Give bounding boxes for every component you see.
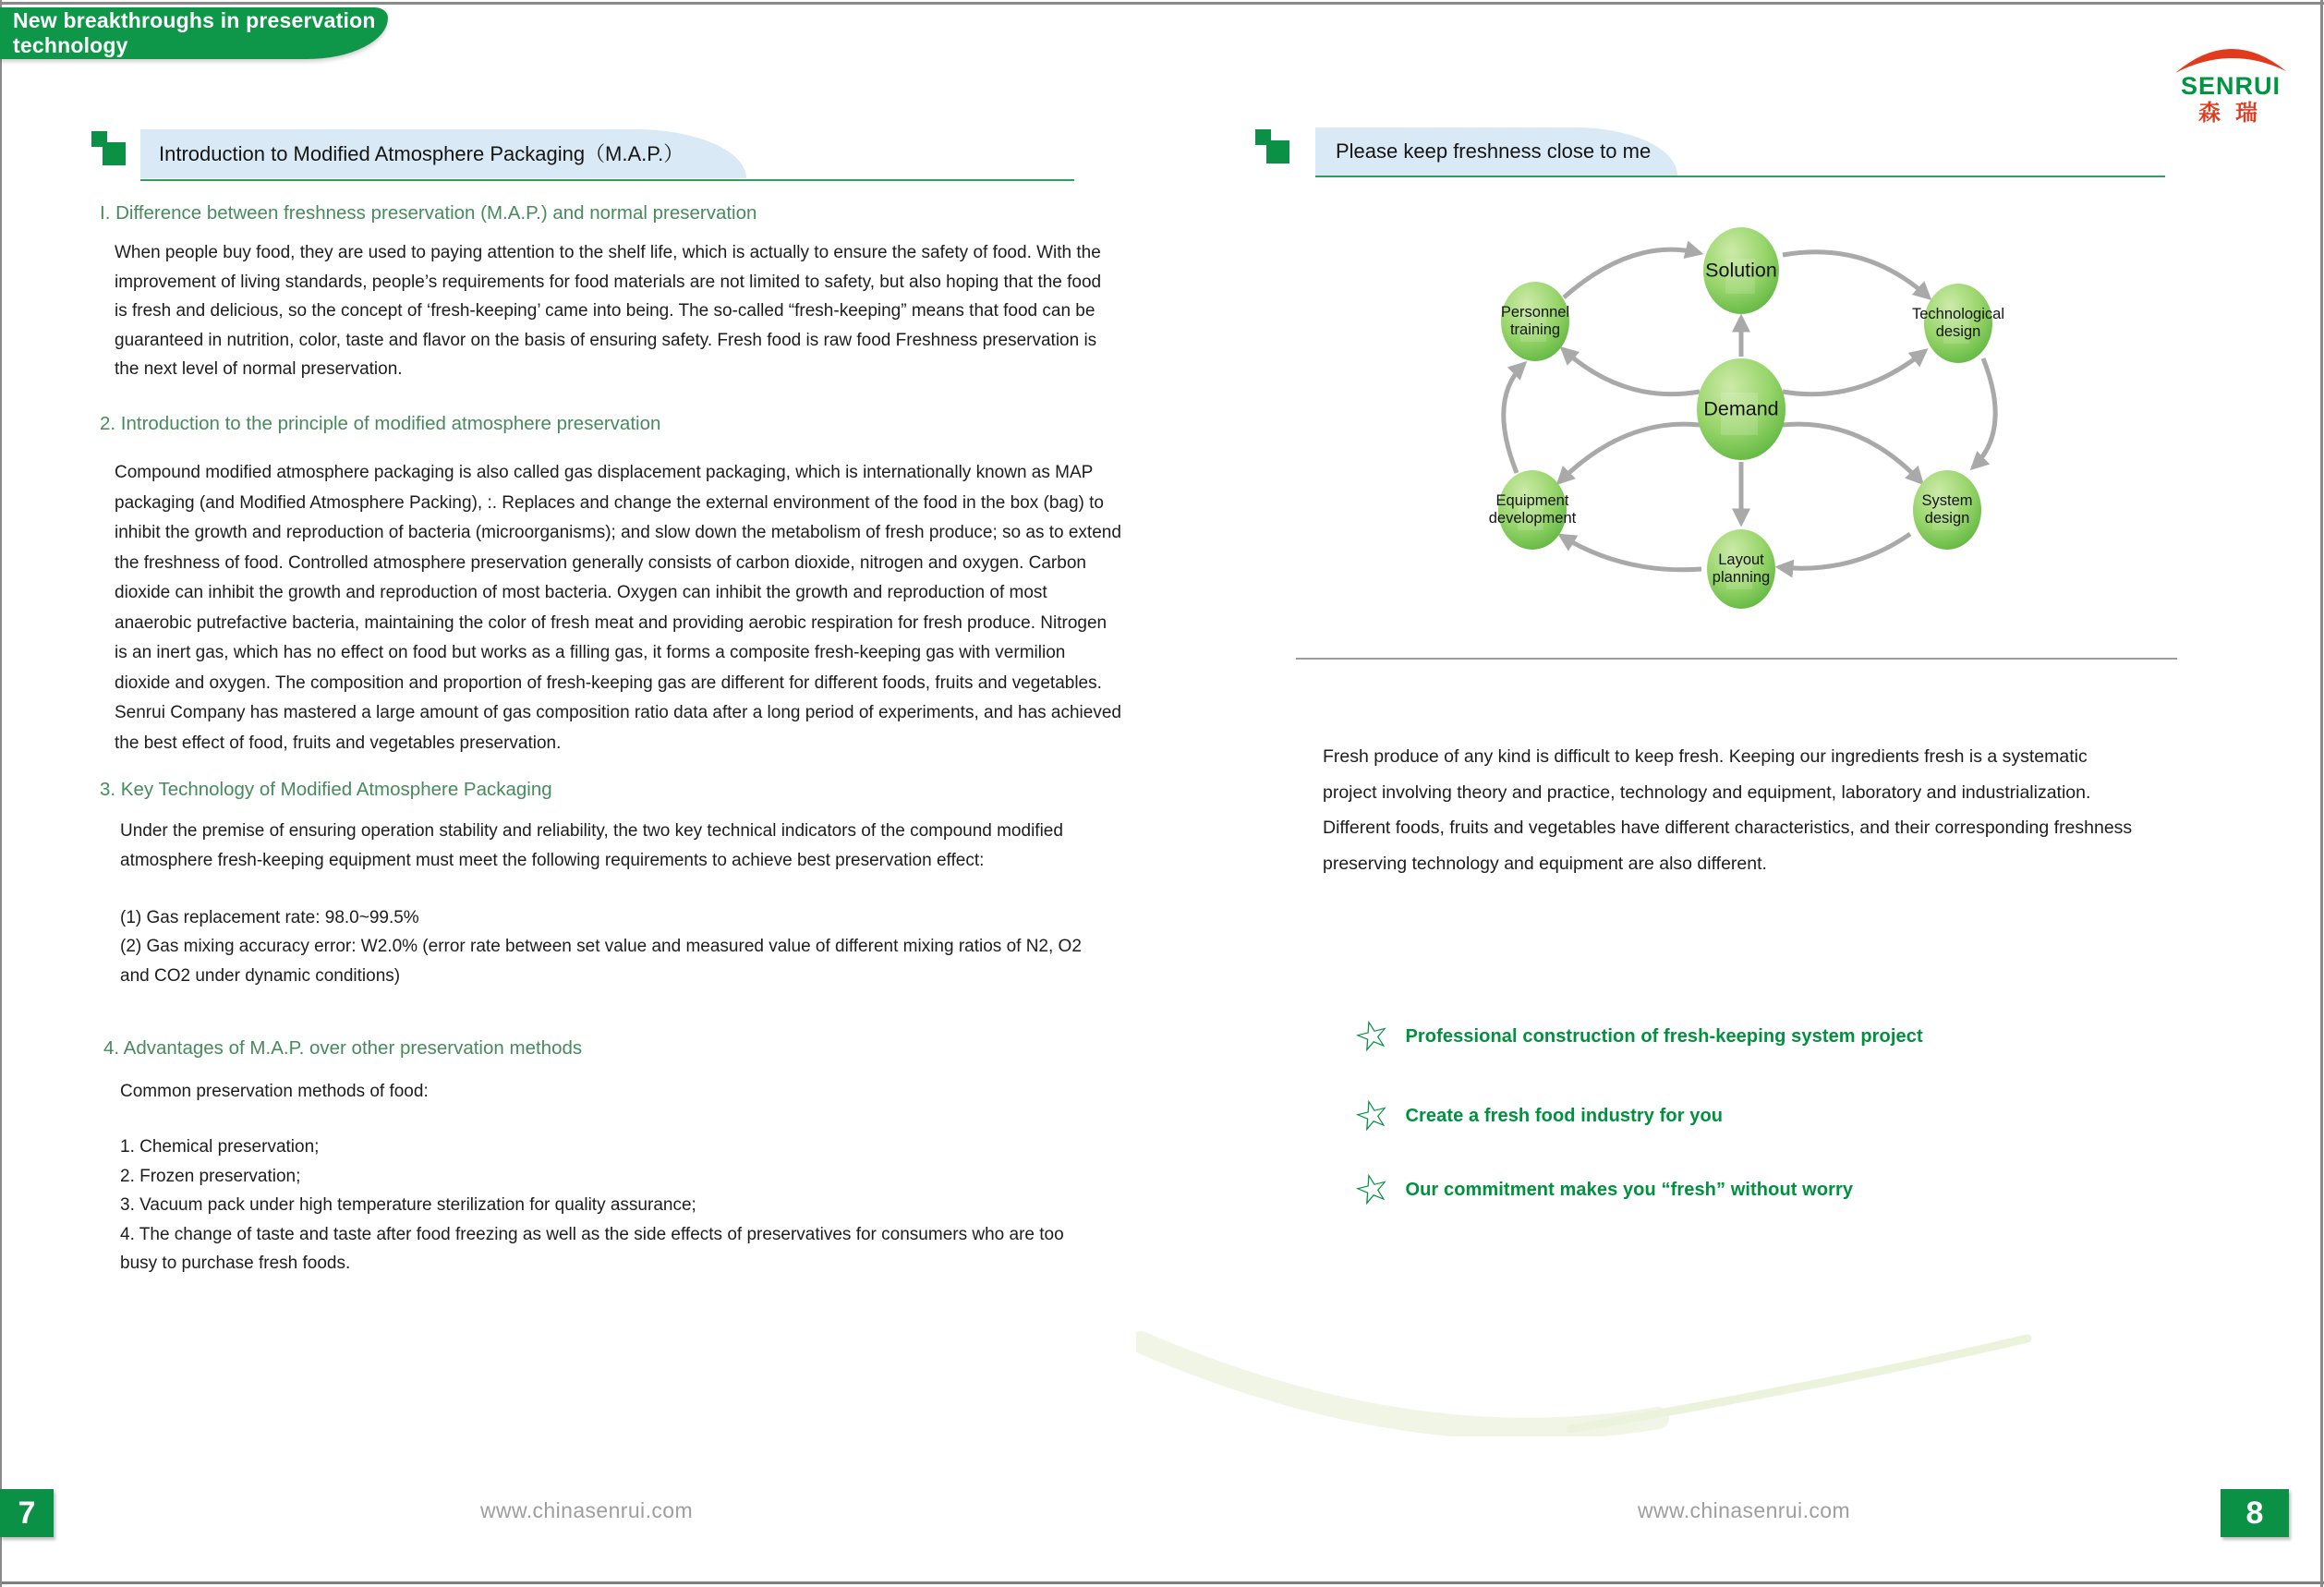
left-page-title: Introduction to Modified Atmosphere Packaging（M.A.P.） bbox=[159, 142, 684, 165]
list-item: 3. Vacuum pack under high temperature sterilization for quality assurance; bbox=[120, 1195, 696, 1215]
list-item: 2. Frozen preservation; bbox=[120, 1166, 301, 1186]
section-1-paragraph: When people buy food, they are used to paying attention to the shelf life, which is actually to ensure the safety of food. With the improvement of living standards, people’s requirements for food materials are not limited to safety, but also hoping that the food is fresh and delicious, so the concept of ‘fresh-keeping’ came into being. The so-called “fresh-keeping” means that food can be guaranteed in nutrition, color, taste and flavor on the basis of ensuring safety. Fresh food is raw food Freshness preservation is the next level of normal preservation. bbox=[115, 243, 1102, 379]
fresh-keeping-system-diagram bbox=[1469, 222, 2014, 621]
header-square-icon bbox=[103, 142, 126, 165]
section-heading-2: 2. Introduction to the principle of modified atmosphere preservation bbox=[100, 413, 661, 434]
page-number-right: 8 bbox=[2221, 1489, 2289, 1537]
gas-mixing-error-line: (2) Gas mixing accuracy error: W2.0% (error rate between set value and measured value of different mixing ratios of N2, O2 and CO2 under dynamic conditions) bbox=[120, 937, 1082, 986]
star-icon: ☆ bbox=[1349, 1088, 1396, 1143]
page-number-left: 7 bbox=[0, 1489, 54, 1537]
logo-arc-icon bbox=[2169, 41, 2293, 76]
diagram-node-label-demand: Demand bbox=[1703, 397, 1779, 420]
common-methods-intro: Common preservation methods of food: bbox=[120, 1082, 429, 1101]
bullet-text: Create a fresh food industry for you bbox=[1405, 1105, 1724, 1126]
site-url-right: www.chinasenrui.com bbox=[1637, 1498, 1851, 1522]
logo-brand-chinese: 森瑞 bbox=[2198, 101, 2272, 126]
section-heading-3: 3. Key Technology of Modified Atmosphere Packaging bbox=[100, 779, 552, 800]
list-item: 4. The change of taste and taste after food freezing as well as the side effects of preservatives for consumers who are too busy to purchase fresh foods. bbox=[120, 1224, 1064, 1273]
ribbon-text: New breakthroughs in preservation technology bbox=[13, 8, 376, 57]
section-2-paragraph: Compound modified atmosphere packaging is also called gas displacement packaging, which is internationally known as MAP packaging (and Modified Atmosphere Packing), :. Replaces and change the external environment of the food in the box (bag) to inhibit the growth and reproduction of bacteria (microorganisms); and slow down the metabolism of fresh produce; so as to extend the freshness of food. Controlled atmosphere preservation generally consists of carbon dioxide, nitrogen and oxygen. Carbon dioxide can inhibit the growth and reproduction of most bacteria. Oxygen can inhibit the growth and reproduction of most anaerobic putrefactive bacteria, maintaining the color of fresh meat and providing aerobic respiration for fresh produce. Nitrogen is an inert gas, which has no effect on food but works as a filling gas, it forms a composite fresh-keeping gas with vermilion dioxide and oxygen. The composition and proportion of fresh-keeping gas are different for different foods, fruits and vegetables. Senrui Company has mastered a large amount of gas composition ratio data after a long period of experiments, and has achieved the best effect of food, fruits and vegetables preservation. bbox=[115, 463, 1121, 753]
page-border-left bbox=[0, 0, 2, 1587]
diagram-node-label-solution: Solution bbox=[1705, 259, 1777, 282]
diagram-node-label-personnel-training: Personnel training bbox=[1500, 304, 1570, 338]
list-item: 1. Chemical preservation; bbox=[120, 1137, 320, 1157]
page-border-bottom bbox=[0, 1581, 2324, 1584]
ribbon-banner bbox=[0, 7, 388, 59]
preservation-methods-list bbox=[120, 1133, 1081, 1278]
diagram-node-label-layout-planning: Layout planning bbox=[1712, 551, 1771, 586]
bullet-professional-construction bbox=[1349, 1009, 1923, 1063]
section-heading-1: I. Difference between freshness preservation (M.A.P.) and normal preservation bbox=[100, 202, 757, 224]
site-url-left: www.chinasenrui.com bbox=[479, 1498, 694, 1522]
diagram-node-label-system-design: System design bbox=[1921, 492, 1973, 527]
decorative-swoosh bbox=[1136, 1326, 2051, 1436]
bullet-text: Professional construction of fresh-keeping system project bbox=[1405, 1025, 1923, 1047]
bullet-commitment bbox=[1349, 1162, 1854, 1217]
gas-replacement-rate-line: (1) Gas replacement rate: 98.0~99.5% bbox=[120, 908, 419, 927]
logo-brand-text: SENRUI bbox=[2180, 72, 2281, 100]
page-border-right bbox=[2320, 0, 2323, 1587]
diagram-node-label-technological-design: Technological design bbox=[1912, 306, 2004, 340]
right-page-paragraph: Fresh produce of any kind is difficult to keep fresh. Keeping our ingredients fresh is a systematic project involving theory and practice, technology and equipment, laboratory and industrialization. Different foods, fruits and vegetables have different characteristics, and their corresponding freshness preserving technology and equipment are also different. bbox=[1323, 746, 2133, 874]
left-header-underline bbox=[140, 179, 1074, 181]
diagram-node-label-equipment-development: Equipment development bbox=[1488, 492, 1577, 527]
bullet-text: Our commitment makes you “fresh” without worry bbox=[1405, 1179, 1854, 1200]
star-icon: ☆ bbox=[1349, 1009, 1396, 1063]
bullet-fresh-food-industry bbox=[1349, 1088, 1724, 1143]
right-page-divider bbox=[1296, 658, 2177, 660]
page-border-top bbox=[0, 2, 2324, 5]
senrui-logo bbox=[2169, 41, 2293, 144]
right-header-underline bbox=[1315, 176, 2165, 177]
header-square-icon bbox=[1266, 140, 1289, 164]
right-page-title: Please keep freshness close to me bbox=[1336, 139, 1652, 163]
section-heading-4: 4. Advantages of M.A.P. over other preservation methods bbox=[103, 1037, 583, 1059]
star-icon: ☆ bbox=[1349, 1162, 1396, 1217]
section-3-paragraph: Under the premise of ensuring operation stability and reliability, the two key technical indicators of the compound modified atmosphere fresh-keeping equipment must meet the following requirements to achieve best preservation effect: bbox=[120, 821, 1063, 870]
